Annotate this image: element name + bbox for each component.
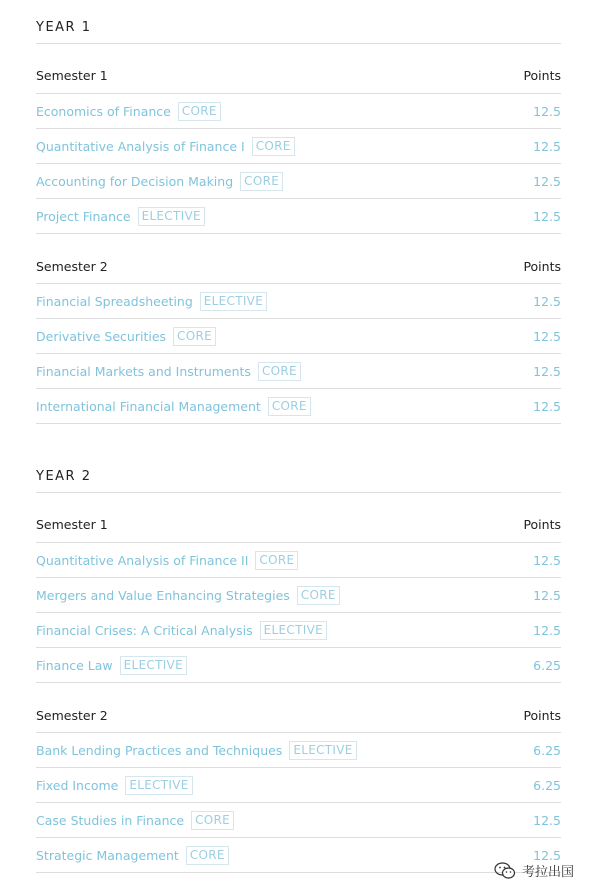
course-tag: CORE xyxy=(186,846,229,865)
course-tag: ELECTIVE xyxy=(260,621,327,640)
course-name[interactable]: Quantitative Analysis of Finance II xyxy=(36,552,249,568)
course-row[interactable] xyxy=(36,354,561,389)
course-row[interactable] xyxy=(36,319,561,354)
course-points: 12.5 xyxy=(533,847,561,863)
course-tag: ELECTIVE xyxy=(200,292,267,311)
course-points: 12.5 xyxy=(533,293,561,309)
course-row[interactable] xyxy=(36,199,561,234)
points-header: Points xyxy=(523,68,561,83)
semester-label: Semester 1 xyxy=(36,68,108,83)
course-tag: ELECTIVE xyxy=(125,776,192,795)
course-points: 12.5 xyxy=(533,622,561,638)
year-block-1 xyxy=(36,0,561,424)
course-tag: CORE xyxy=(255,551,298,570)
course-tag: ELECTIVE xyxy=(120,656,187,675)
course-points: 12.5 xyxy=(533,328,561,344)
course-row[interactable] xyxy=(36,768,561,803)
course-points: 12.5 xyxy=(533,173,561,189)
course-points: 6.25 xyxy=(533,742,561,758)
course-points: 12.5 xyxy=(533,552,561,568)
course-tag: CORE xyxy=(258,362,301,381)
course-name[interactable]: Project Finance xyxy=(36,208,131,224)
course-tag: ELECTIVE xyxy=(138,207,205,226)
course-row[interactable] xyxy=(36,803,561,838)
course-points: 12.5 xyxy=(533,363,561,379)
course-tag: CORE xyxy=(173,327,216,346)
semester-header xyxy=(36,249,561,284)
course-row[interactable] xyxy=(36,733,561,768)
course-tag: ELECTIVE xyxy=(289,741,356,760)
course-row[interactable] xyxy=(36,129,561,164)
course-name[interactable]: International Financial Management xyxy=(36,398,261,414)
course-tag: CORE xyxy=(297,586,340,605)
semester-label: Semester 2 xyxy=(36,258,108,274)
year-title: YEAR 1 xyxy=(36,0,561,44)
course-name[interactable]: Fixed Income xyxy=(36,777,119,793)
course-tag: CORE xyxy=(268,397,311,416)
points-header: Points xyxy=(523,707,561,723)
course-name[interactable]: Financial Crises: A Critical Analysis xyxy=(36,622,253,638)
course-points: 12.5 xyxy=(533,208,561,224)
wechat-icon xyxy=(494,862,516,880)
course-points: 12.5 xyxy=(533,398,561,414)
semester-block xyxy=(36,698,561,873)
course-name[interactable]: Bank Lending Practices and Techniques xyxy=(36,742,283,758)
points-header: Points xyxy=(523,258,561,274)
course-points: 12.5 xyxy=(533,587,561,603)
semester-label: Semester 1 xyxy=(36,517,108,532)
semester-label: Semester 2 xyxy=(36,707,108,723)
course-points: 12.5 xyxy=(533,103,561,119)
course-name[interactable]: Economics of Finance xyxy=(36,103,171,119)
year-block-2 xyxy=(36,454,561,873)
semester-block xyxy=(36,493,561,683)
course-name[interactable]: Finance Law xyxy=(36,657,113,673)
course-row[interactable] xyxy=(36,838,561,873)
course-tag: CORE xyxy=(252,137,295,156)
year-title: YEAR 2 xyxy=(36,454,561,493)
course-tag: CORE xyxy=(178,102,221,121)
watermark xyxy=(494,861,574,880)
course-row[interactable] xyxy=(36,94,561,129)
course-name[interactable]: Derivative Securities xyxy=(36,328,167,344)
course-points: 6.25 xyxy=(533,657,561,673)
course-row[interactable] xyxy=(36,613,561,648)
course-row[interactable] xyxy=(36,284,561,319)
course-points: 12.5 xyxy=(533,138,561,154)
semester-header xyxy=(36,44,561,94)
course-name[interactable]: Mergers and Value Enhancing Strategies xyxy=(36,587,290,603)
course-tag: CORE xyxy=(191,811,234,830)
points-header: Points xyxy=(523,517,561,532)
course-row[interactable] xyxy=(36,648,561,683)
course-name[interactable]: Accounting for Decision Making xyxy=(36,173,234,189)
course-name[interactable]: Financial Markets and Instruments xyxy=(36,363,251,379)
semester-block xyxy=(36,44,561,234)
course-points: 12.5 xyxy=(533,812,561,828)
course-name[interactable]: Financial Spreadsheeting xyxy=(36,293,193,309)
watermark-text: 考拉出国 xyxy=(521,865,574,880)
semester-header xyxy=(36,698,561,733)
course-tag: CORE xyxy=(240,172,283,191)
course-row[interactable] xyxy=(36,543,561,578)
semester-block xyxy=(36,249,561,424)
course-name[interactable]: Case Studies in Finance xyxy=(36,812,185,828)
course-row[interactable] xyxy=(36,389,561,424)
curriculum xyxy=(36,0,561,873)
course-row[interactable] xyxy=(36,578,561,613)
course-row[interactable] xyxy=(36,164,561,199)
course-name[interactable]: Strategic Management xyxy=(36,847,179,863)
course-points: 6.25 xyxy=(533,777,561,793)
semester-header xyxy=(36,493,561,543)
course-name[interactable]: Quantitative Analysis of Finance I xyxy=(36,138,245,154)
